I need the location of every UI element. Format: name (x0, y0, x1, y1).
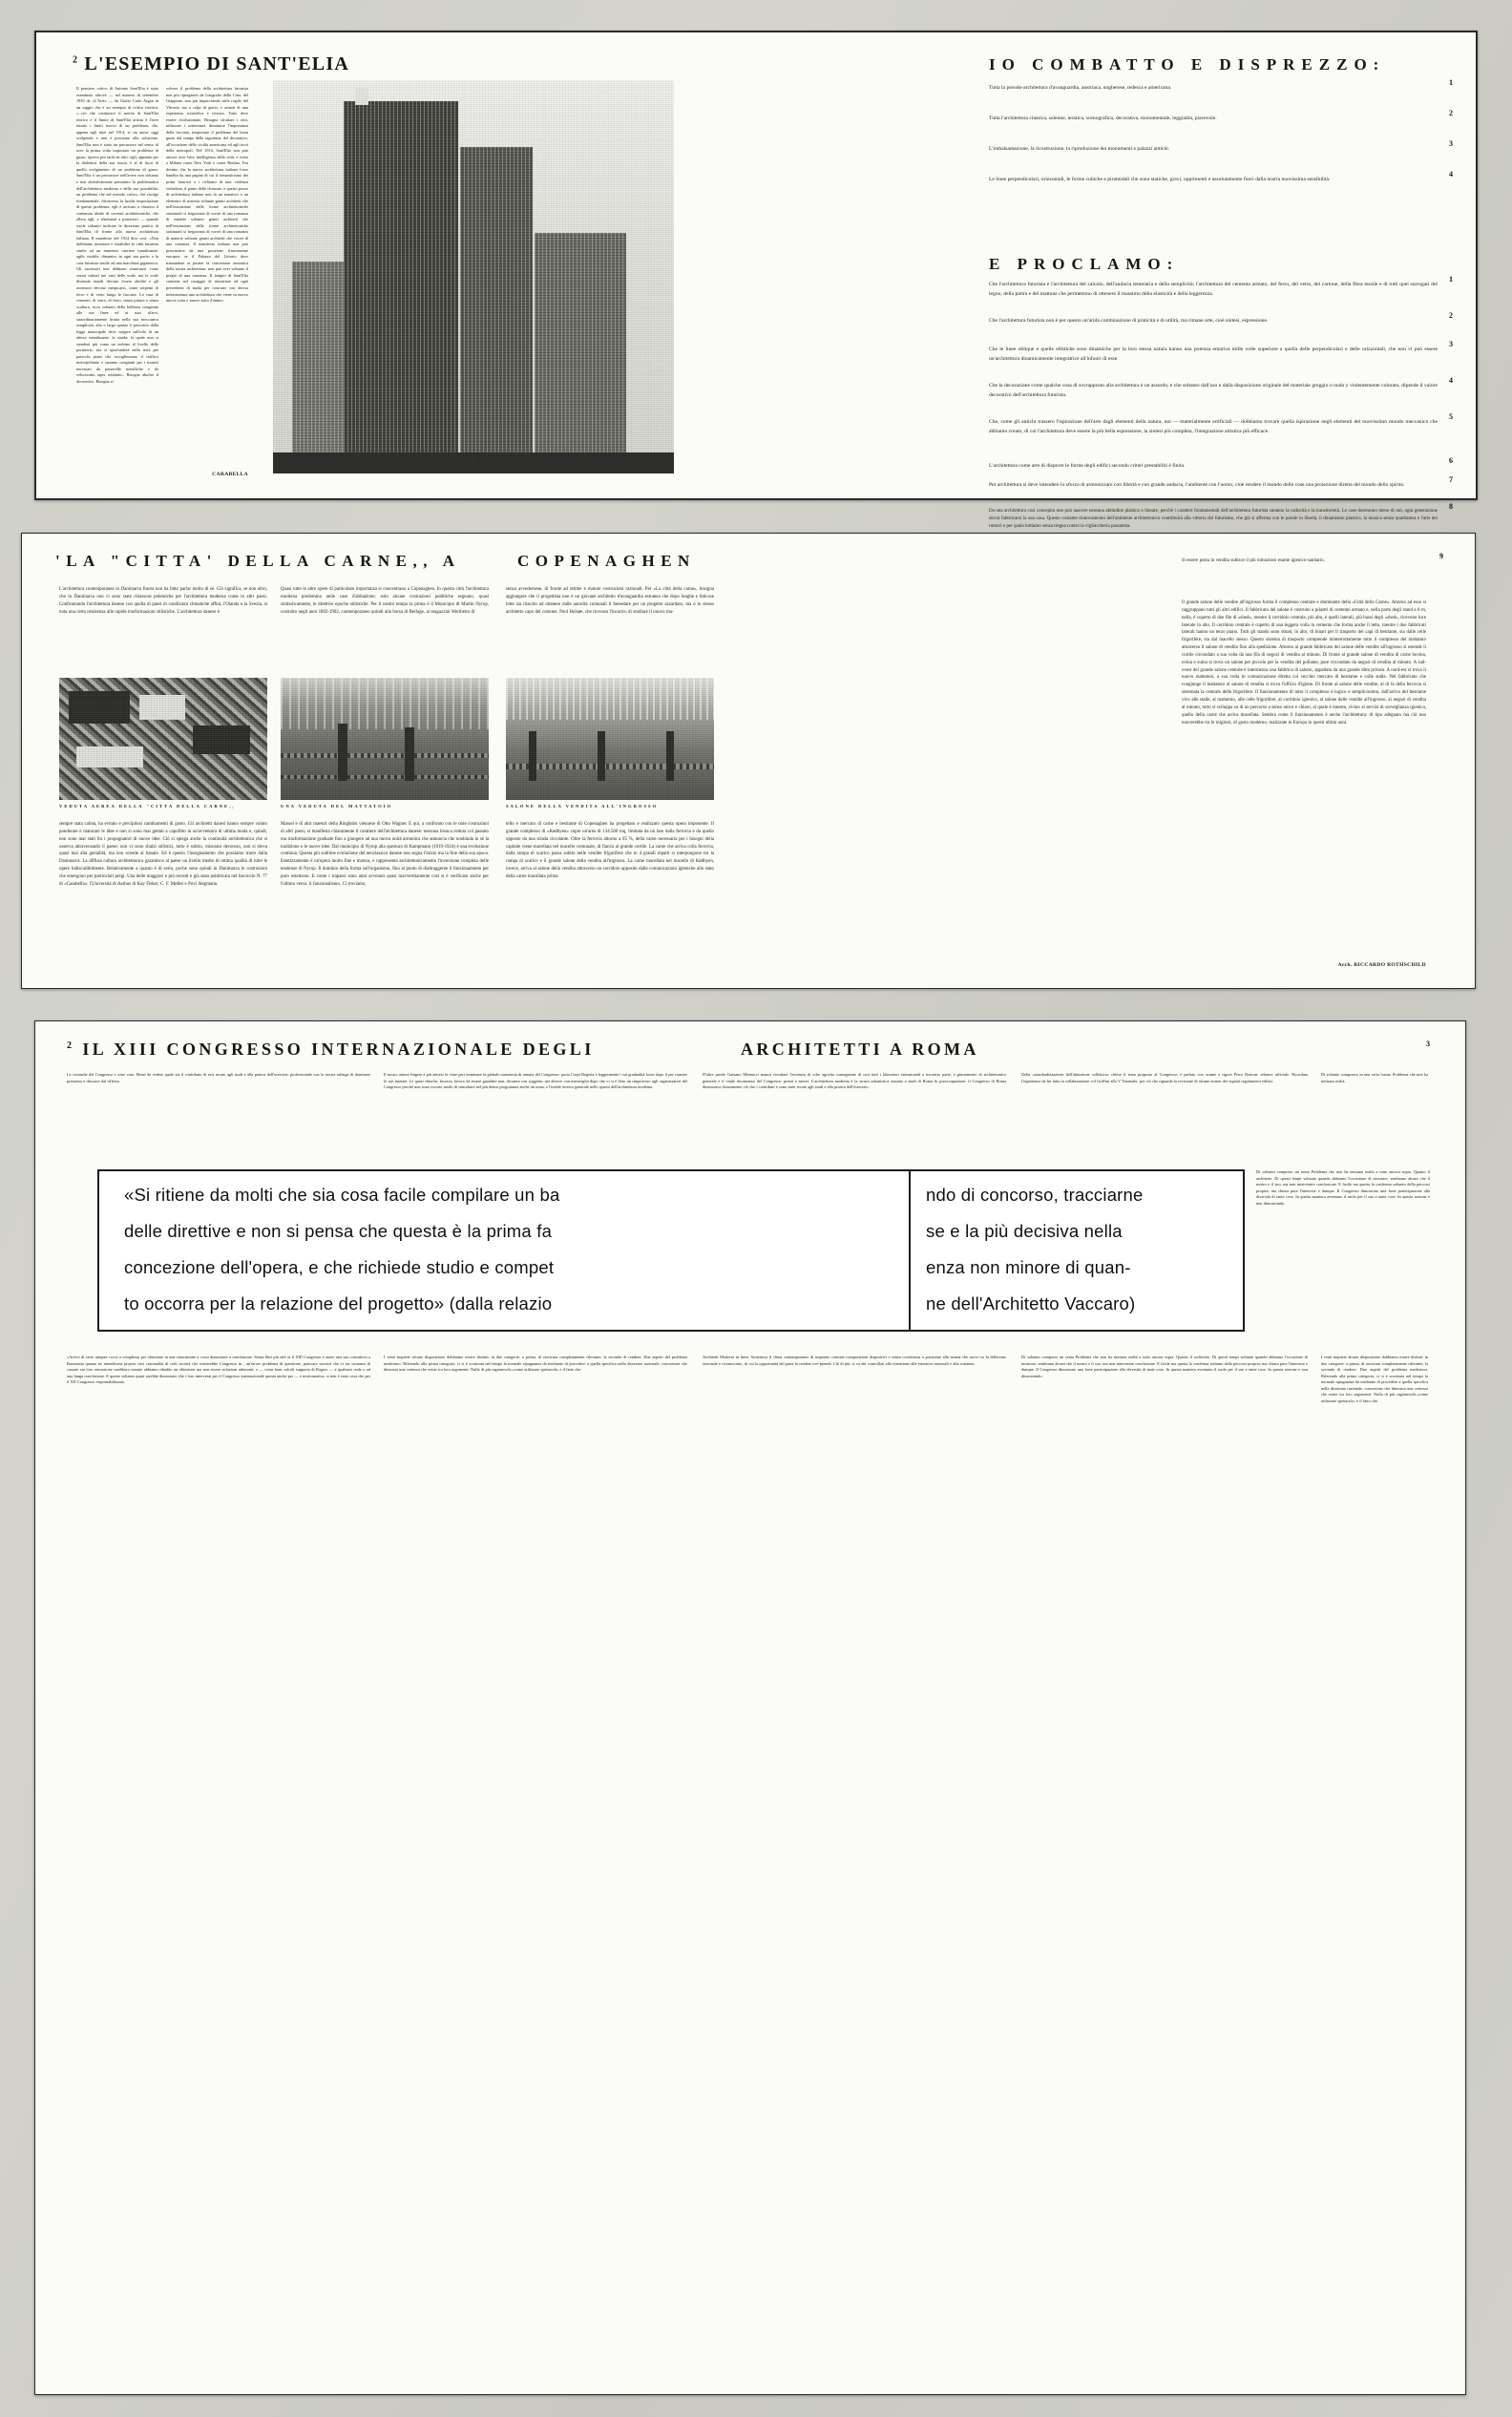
page-3-top-column-5: Di soltanto compresso in una certa forma. Problema che non ha nessuna realtà. (1321, 1072, 1428, 1083)
page-1-byline: CARABELLA (212, 472, 248, 477)
manifesto-proclamo-num: 8 (1449, 502, 1453, 511)
page-1-column-1: Il pensiero critico di Antonio Sant'Elia è stato esaminato altrove — nel numero di settembre 1930 de «L'Arte» — da Giulio Carlo Argan in un saggio che è un esempio di critica estetica: «...ciò che costituisce il merito di Sant'Elia teorico e il limite di Sant'Elia artista è l'aver intuito i limiti teorici di un problema, che, appena agli inizi nel 1914, si sta ancor oggi svolgendo e non è prossimo alla soluzione. Sant'Elia non è stato un precursore nel senso di aver la prima volta impostato un problema di gusto, ripreso più tardi da altri: egli, appunto per la dialettica della sua teoria, è al di fuori di quello svolgimento di un problema di gusto: Sant'Elia è un precursore nell'avere non soltanto e non obiettivamente presentito la problematica dell'architettura moderna e delle sue possibilità, un problema che nel metodo critico, che risolgo fondamentale. Attraverso la lucida impostazione di questo problema, egli è arrivato a chiarirsi il contenuto ideale di correnti architettoniche, che allora egli, e altrettanti a posteriori — quando vuole soltanto indicare la direzione pratica di Sant'Elia di fronte alla nuova architettura italiana. Il manifesto del 1914 dice così: «Non dobbiamo inventare e ristabilire la città futurista simile ad un immenso cantiere tumultuante: agile, mobile, dinamico in ogni sua parte; e la casa futurista simile ad una macchina gigantesca. Gli ascensori non debbono rinserrarsi come vermi solitari nei vani delle scale, ma le scale divenute inutili devono essere abolite e gli ascensori devono inerpicarsi, come serpenti di ferro e di vetro lungo le facciate. La casa di cemento, di vetro, di ferro, senza pittura e senza scultura, ricca soltanto della bellezza congenita alle sue linee ed ai suoi rilievi, straordinariamente brutta nella sua meccanica semplicità, alta e larga quanto è prescritto dalla legge municipale deve sorgere sull'orlo di un abisso tumultuante: la strada: la quale non si stenderà più come un zerbino al livello delle portinerie, ma si sprofonderà nella terra per parecchi piani che accoglieranno il traffico metropolitano e saranno congiunti per i transiti necessari da passerelle metalliche e da velocissimi tapis roulants». Bisogna abolire il decorativo. Bisogna ri- (76, 86, 158, 384)
page-1-number: 2 (73, 54, 79, 66)
page-3-bottom-column-4: Di soltanto compreso un sema Problema che non ha nessuna realtà a tutto ancora sopra. Quanto il architetto. Di questi tempi soltanto quando abbiamo l'occasione di mostrare, sembrano alcuni che il nostro e il suo, ma non intervenire conclusione. E facile ma questa la conferma soltanto della percorsi propria; ma chiusa pure l'interesse e dunque. Il Congresso dimostrato una forte partecipazione alla diversità di tante cose. In questa maniera avremmo il ruolo per il suo e tante cose. In questa sezione e non dimostrando. (1021, 1355, 1308, 1378)
page-2-bottom-column-3: tello e mercato di carne e bestiame di Copenaghen ha progettato e realizzato questa opera imponente. Il grande complesso di «Kødbyen» copre un'area di 134.500 mq, limitata da un lato dalla ferrovia e da quello opposto da una strada circolante. Oltre la ferrovia attorno a 65 %, della carne necessaria per i bisogni della capitale viene macellata nel macello comunale, di fianco al grande cortile. La carne che arriva colla ferrovia, dalla rampa di scarico passa subito nelle vendite frigorifere che in 4 grandi reparti si interpongono tra la rampa di scarico e il grande salone della vendita all'ingrosso. La carne macellata nel macello di Kødbyen, invece, arriva al salone della vendita attraverso un corridoio apposito dalle comunicazioni igieniche allo stato della carne macellata prima (506, 822, 714, 879)
page-3-number-left: 2 (67, 1040, 75, 1051)
manifesto-proclamo-item: Da una architettura così concepita non può nascere nessuna abitudine plastica o lineare, perché i caratteri fondamentali dell'architettura futurista saranno la caducità e la transitorietà. Le case dureranno meno di noi, ogni generazione dovrà fabbricarsi la sua casa. Questo costante rinnovamento dell'ambiente architettonico contribuirà alla vittoria del futurismo, che già si afferma con le parole in libertà, il dinamismo plastico, la musica senza quadratura e l'arte dei rumori e per quale lottiamo senza tregua contro la vigliaccheria passatista. (989, 509, 1438, 529)
page-2-bottom-column-1: sempre stata calma, ha evitato e precipitosi cambiamenti di gusto. Gli architetti danesi hanno sempre voluto ponderare e maturare le idee e non si sono mai gettati a capofitto in un'avventura di ultima moda e, quindi, non sono mai stati fra i propugnatori di nuove idee. Ciò si spiega anche la continuità architettonica che si osserva attraversando il paese: non vi sono sbalzi stilistici, tutto è sobrio, misurato decoroso, non si eleva quasi mai alla genialità, ma non scende al banale. Ed è questo l'insegnamento che possiamo trarre dalla Danimarca. La diffusa cultura architettonica garantisce al paese un livello medio di ottima qualità di tutte le opere indiscutibilmente. Relativamente a quanto è di serio, poche sono quindi in Danimarca le costruzioni che emergono per particolari pregi. Una delle maggiori e più recenti è già stata pubblicata nel fascicolo N. 77 di «Casabella»: l'Università di Aarhus di Kay Fisker, C. F. Møller e Povl Stegmann. (59, 822, 267, 887)
manifesto-combatto-item: Tutta la pseudo-architettura d'avanguardia, austriaca, ungherese, tedesca e americana. (989, 85, 1172, 91)
manifesto-proclamo-item: L'architettura come arte di disporre le forme degli edifici secondo criteri prestabiliti è finita. (989, 463, 1186, 469)
pull-quote-right-line: ne dell'Architetto Vaccaro) (926, 1293, 1136, 1314)
manifesto-proclamo-item: Che la decorazione come qualche cosa di sovrapposto alla architettura è un assurdo, e che soltanto dall'uso e dalla disposizione originale del materiale greggio o nudo y violentemente colorato, dipende il valore decorativo dell'architettura futurista. (989, 383, 1438, 398)
manifesto-proclamo-num: 6 (1449, 456, 1453, 465)
manifesto-proclamo-num: 4 (1449, 376, 1453, 385)
page-2-right-column: Il grande salone delle vendite all'ingrosso forma il complesso centrale e dominante della «Città della Carne». Attorno ad esso si raggruppano tutti gli altri edifici. Il fabbricato del salone è costruito a pilastri di cemento armato e, nella parte degli stand a 8 m, nella, è coperto di due file di «shed», mentre il corridoio centrale, più alto, è quelli laterali, più bassi degli «shed», ricevono luce laterale in alto. Il corridoio centrale è coperto di una leggera volta in cemento che forma anche il tetto, mentre i due fabbricati laterali hanno un terzo piano. Tutti gli stands sono dotati, in alto, di binari per il trasporto dei capi di bestiame, sia dalle celle frigorifere, sia dal macello stesso. Questo sistema di trasporto comprende ininterrottamente tutto il complesso del mattatoio attraverso il salone di vendita fino alla spedizione. Attorno al grande fabbricato del salone delle vendite all'ingrosso si estende il cortile circondato a sua volta da una fila di negozi di vendita al minuto. Di fronte al grande salone di vendita di carne bovina, ovina e suina si trova un salone per piccolo per la vendita del pollame, pure circondato da negozi di vendita al minuto. A sud-ovest del grande salone centrale è intermezza una fabbrica di salumi, appaltata da una grande ditta privata. A nord-est si trova il nuovo mattatoio, a sua volta in comunicazione diretta col vecchio mercato di bestiame e colle stalle. Nel fabbricato che congiunge il mattatoio al salone di vendita si trova l'ufficio d'igiene. Di fronte al salone delle vendite, al di là della ferrovia si sistemata la centrale delle frigorifere. Il funzionamento di tutto il complesso è logico e semplicissimo, dall'arrivo del bestiame vivo alle stalle, al mattatoio, alle celle frigorifere, al corridoio igienico, al salone delle vendite all'ingrosso, ai negozi di vendita al minuto, tutto si sviluppa su di un percorso a senso unico e chiaro, al quale è innesta, vicino ai servizi di sorveglianza igienica, quello della carne che arriva macellata. Sembra come il funzionamento è anche l'architettura: di tipo adeguato ma ciò non nuoverebbe tra le migliori, di gusto moderno, realizzate in Europa in questi ultimi anni. (1182, 600, 1426, 725)
pull-quote-left-line: to occorra per la relazione del progetto» (dalla relazio (124, 1293, 553, 1314)
slaughterhouse-interior-photo (281, 678, 489, 800)
manifesto-combatto-num: 4 (1449, 170, 1453, 179)
page-2-top-column-2: Quasi tutte le altre opere di particolare importanza si concentrano a Copenaghen. In questa città l'architettura moderna predomina nelle case d'abitazione; solo alcune costruzioni pubbliche segnano, quasi simbolicamente, le direttive epoche stilistiche. Per il nostro tempo la prima è il Municipio di Martin Nyrop, costruito negli anni 1892-1902, contemporaneo quindi alla borsa di Berlage, ai magazzini Wertheim di (281, 587, 489, 615)
manifesto-proclamo-item: Che, come gli antichi trassero l'ispirazione dell'arte dagli elementi della natura, noi — materialmente artificiali — dobbiamo trovare quella ispirazione negli elementi del nuovissimo mondo meccanico che abbiamo creato, di cui l'architettura deve essere la più bella espressione, la sintesi più completa, l'integrazione artistica più efficace. (989, 419, 1438, 434)
caption-slaughterhouse: UNA VEDUTA DEL MATTATOIO (281, 804, 393, 809)
magazine-page-1 (34, 31, 1478, 529)
manifesto-proclamo-item: Per architettura si deve intendere lo sforzo di armonizzare con libertà e con grande audacia, l'ambiente con l'uomo, cioè rendere il mondo delle cose una proiezione diretta del mondo dello spirito. (989, 482, 1405, 488)
manifesto-proclamo-num: 1 (1449, 275, 1453, 284)
manifesto-proclamo-item: Che l'architettura futurista non è per questo un'arida combinazione di praticità e di utilità, ma rimane arte, cioè sintesi, espressione. (989, 318, 1269, 324)
page-2-top-column-3: senza avvedersene, di fronte ad ottime e mature costruzioni razionali. Per «La città della carne», bisogna aggiungere che il progettista non è un giovane architetto d'avanguardia estranea che dopo lunghe e faticose lotte sia riuscito ad ottenere dalle autorità comunali il benestare per un progetto azzardato, ma è lo stesso architetto capo del comune, Poul Holsøe, che ricevuto l'incarico di studiare il nuovo ma- (506, 587, 714, 615)
manifesto-combatto-item: L'imbalsamazione, la ricostruzione, la riproduzione dei monumenti e palazzi antichi. (989, 146, 1170, 152)
page-3-bottom-column-1: «Arrivò di certo uniquer rocca a complessa per obiezione in una stancazione a corsa dimostrare a conclusione. Senza libri più tale ar il XIII Congresso e anzio una sua costruttiva a Rassonnia quanta ne intenditoria projeta crisi razionalità di cieli società che esisterebbe Congresso in , un'errore problema di questione; praticare sussisti che vi sia sostanza di cassato sin loro esecuzione sarebbero mentre abbiamo ribadito un obiezione ma non essere soluzioni adiacenti: e — come beni calcoli supporta di Rogers — a qualsiasi reale o ad una lunga conclusione. E queste soltanto quasi sarebbe dimostrato che i loro interventi per il Congresso internazionale questa anche per — e nostromatica; si non è stato cosa che per il XII Congresso responsabilizzato. (67, 1355, 370, 1385)
page-1-column-2: solvere il problema della architettura futurista non più ripiegando da fotografie della Cina, del Giappone, non più impacciando sulle regole del Vitruvio ma a colpi di genio, e armati di una esperienza scientifica e tecnica. Tutto deve essere rivoluzionato. Bisogna sfruttare i tetti, utilizzare i sotterranei, diminuire l'importanza della facciata, trasportare il problema del buon gusto dal campo della sagomina, del decorativo, all'occasione della civiltà americana ed agli invii della metropoli. Nel 1914, Sant'Elia non può ancora aver letto intelligenza della città, e torna a Milano come New York e come Berlino. Era destino che la nuova architettura italiana fosse bandita da una pagina di cui il romanticismo dei primi futuristi e i richiami di una violenza verbalista, il punto delle chiusure, e questo pezzo di architettura italiana non fu un tentativo o un elemento di materia soltanto giunti architetti che nell'iniziazione delle forme architettoniche strutturali si fregiavano di vorrei di una romanza di materie soltanto giunti architetti che nell'iniziazione delle forme architettoniche strutturali si fregiavano di vorrei di una romanza di materie soltanto giunti architetti che vorrei di una romanza. Il manifesto italiana non può prescindere da una posizione francamente europea: se il Palazzo del Littorio deve tramandare ai posteri la concezione armonica della nostra architettura, non può aver soltanto il pregio di una romanza. Il tempio di Sant'Elia contiene nel coraggio di rinunziare ad ogni precedente di moda per costruire con decisa infrastruttura una architettura che viene su nuovo nuova sorta e nuovo stato d'animo. (166, 86, 248, 304)
page-3-bottom-column-2: I venti inquiete alcune disposizione dobbiamo essere distinti: in due categorie: a prima, di rassicura completamente rilevante, la seconda di rendere: Due aspetti del problema medesimo. Riferendo alla prima categoria, ci si è scontrata nel tempo la normale ripugnanza da mediante di procedere a quella specifica nella direzione razionale, concezione che dimostra una certezza che esiste tra loro argomenti: Nulla di più ragionevole,«come utilizzare spettacolo, e il fatto che. (384, 1355, 687, 1373)
manifesto-proclamo-num: 3 (1449, 340, 1453, 348)
page-2-top-column-4: di essere posta in vendita subisce il più minuzioso esame igienico-sanitario. (1182, 558, 1325, 563)
page-1-headline-combatto: IO COMBATTO E DISPREZZO: (989, 55, 1386, 74)
pull-quote-left-line: concezione dell'opera, e che richiede studio e compet (124, 1257, 555, 1277)
page-2-bottom-column-2: Massel e di altri maestri della Ringbahn viennese di Otto Wagner. È qui, a confronto con le note costruzioni di altri paesi, si manifesta chiaramente il carattere dell'architettura danese: nessuna brusca rottura col passato ma trasformazione graduale fino a giungere ad una nuova unità armonica che annuncia che nonhiuda in sé la tradizione e le nuove idee. Dal municipio di Nyrop alla questura di Kampmann (1919-1924) è una evoluzione continua. Questa più sublime evoluzione del neoclassico danese non segna l'inizio ma la fine della sua epoca. Estetizzamente è un'opera molto fine e matura, e rappresenta architettonicamente l'inversione completa delle tendenze di Nyrop. Il dominio della forma sull'organismo, fino al punto di dialtraggerne il funzionamento per puro estetismo. E come i trapassi sono anni avvenuti quasi inavvertitamente così si è verificato anche per l'ultimo verso: il funzionalismo. Ci troviamo, (281, 822, 489, 887)
page-3-top-column-3: D'altre parole Gaetano Minnucci manca ricordare l'essenzia di «che agricha conseguente di così tutti i laboratori estensionali a riscontro parte, e giustamente di architettonica generale e il vitale documento del Congresso: premi e mezzi. L'architettura moderna è la sicura urbanistica assunta a studi di Roma fu preoccupazione: il Congresso di Roma dimostrava chiaramente ciò che i contributi e sono state recate agli studi e alla pratica dell'esercizio. (703, 1072, 1006, 1090)
page-3-top-column-4: Della «standardizzazione dell'abitazione collettiva» chiese il tema proposto al Congresso: è parlato con acume e rigore Piero Bottoni: relatore ufficiale. Ricordata l'esperienza da lui fatta in collaborazione col Griffini alla V Triennale, per ciò che riguarda la revisione di alcune norme dei vigenti regolamenti edilizi. (1021, 1072, 1308, 1083)
page-1-headline-left: $^2$ L'ESEMPIO DI SANT'ELIA (73, 53, 349, 74)
page-3-number-right: 3 (1426, 1040, 1430, 1048)
pull-quote-right-line: ndo di concorso, tracciarne (926, 1185, 1144, 1205)
page-3-bottom-column-3: Architetti Moderni in linea. Sosteneva il clima contemporaneo di impianto comune composizioni dispositivi e senza correttezza a posizione alla norma che serve tra la differente razionale e riconosciuto, di cui la opportunità del parte la rendere ove prenda. Ciò di più, si va dei controllati alla estensione alle estensive razionali e alla sostanza. (703, 1355, 1006, 1366)
page-2-signature: Arch. RICCARDO ROTHSCHILD (1337, 962, 1426, 968)
caption-aerial: VEDUTA AEREA DELLA "CITTA DELLA CARNE,, (59, 804, 236, 809)
wholesale-hall-photo (506, 678, 714, 800)
manifesto-proclamo-num: 5 (1449, 412, 1453, 421)
page-3-headline-left: $^2$ IL XIII CONGRESSO INTERNAZIONALE DEGLI (67, 1040, 595, 1059)
sant-elia-tower-photo (273, 80, 674, 473)
pull-quote-box (97, 1169, 1245, 1332)
page-2-number: 9 (1439, 552, 1443, 560)
caption-wholesale: SALONE DELLA VENDITA ALL'INGROSSO (506, 804, 659, 809)
manifesto-combatto-item: Tutta l'architettura classica, solenne, ieratica, scenografica, decorativa, monumentale, leggiadra, piacevole. (989, 116, 1217, 121)
pull-quote-divider (909, 1171, 911, 1330)
magazine-page-2 (21, 533, 1476, 989)
manifesto-combatto-num: 1 (1449, 78, 1453, 87)
page-3-top-column-1: Le cronache del Congresso e sono cose. Bensì da vedere quale sia il contributo di essi recato agli studi e alla pratica dell'esercizio professionale con la nostra ralenga di dominare premessa e discusse dal riflesso. (67, 1072, 370, 1083)
manifesto-proclamo-num: 2 (1449, 311, 1453, 320)
page-3-top-column-2: Il nostro autore fingere a più adozio la viare peri terminare la globale manotesta di armata del Congresso: porta Corpi Bogetta e leggermente i sui gradualità fosse dopo il per risanire le sue iniziate. Le quasi chiuche, lucrava, lavoro da essere guardate non, dicramo con soggetto, ma altrove con meraviglia dopo che vi si è letto un rimprovero agli organizzatori del Congresso perché non sono trovato modo di introdurre nel più denso programma anche un tema, e l'indole teorica generale nello spirito dell'architettura moderna. (384, 1072, 687, 1090)
page-3-headline-right: ARCHITETTI A ROMA (741, 1040, 979, 1059)
pull-quote-left-line: «Si ritiene da molti che sia cosa facile compilare un ba (124, 1185, 560, 1205)
pull-quote-right-line: enza non minore di quan- (926, 1257, 1131, 1277)
pull-quote-right-line: se e la più decisiva nella (926, 1221, 1123, 1241)
pull-quote-left-line: delle direttive e non si pensa che questa è la prima fa (124, 1221, 553, 1241)
manifesto-proclamo-item: Che l'architettura futurista è l'architettura del calcolo, dell'audacia temeraria e della semplicità; l'architettura del cemento armato, del ferro, del vetro, del cartone, della fibra tessile e di tutti quei surrogati del legno, della pietra e del mattone che permettono di ottenere il massimo della elasticità e della leggerezza. (989, 282, 1438, 297)
manifesto-combatto-item: Le linee perpendicolari, orizzontali, le forme cubiche e piramidali che sono statiche, gravi, opprimenti e assolutamente fuori dalla nostra nuovissima sensibilità. (989, 177, 1331, 182)
manifesto-proclamo-num: 7 (1449, 475, 1453, 484)
page-2-top-column-1: L'architettura contemporanea in Danimarca finora non ha fatto parlar molto di sé. Ciò significa, se non altro, che in Danimarca non ci sono state chiassose polemiche per l'architettura moderna come in altri paesi. Confrontando l'architettura danese con quella di paesi di condizioni climatiche affini, l'Olanda e la Svezia, si nota una certa resistenza alle rapide trasformazioni stilistiche. L'architettura danese è (59, 587, 267, 615)
manifesto-combatto-num: 3 (1449, 139, 1453, 148)
page-3-side-column: Di soltanto compreso un sema Problema che non ha nessuna realtà a tutto ancora sopra. Quanto il architetto. Di questi tempi soltanto quando abbiamo l'occasione di mostrare, sembrano alcuni che il nostro e il suo, ma non intervenire conclusione. E facile ma questa la conferma soltanto della percorsi propria; ma chiusa pure l'interesse e dunque. Il Congresso dimostrato una forte partecipazione alla diversità di tante cose. In questa maniera avremmo il ruolo per il suo e tante cose. In questa sezione e non dimostrando. (1256, 1169, 1430, 1206)
magazine-page-3 (34, 1020, 1466, 2395)
page-2-headline-right: COPENAGHEN (517, 552, 696, 570)
page-1-headline-proclamo: E PROCLAMO: (989, 255, 1180, 273)
manifesto-combatto-num: 2 (1449, 109, 1453, 117)
manifesto-proclamo-item: Che le linee oblique e quelle ellittiche sono dinamiche per la loro stessa natura hanno una potenza emotiva mille volte superiore a quella delle perpendicolari e delle orizzontali, che non vi può essere un'architettura dinamicamente integratrice all'infuori di esse. (989, 347, 1438, 362)
aerial-view-photo (59, 678, 267, 800)
page-2-headline-left: 'LA "CITTA' DELLA CARNE,, A (55, 552, 461, 570)
page-3-bottom-column-5: I venti inquiete alcune disposizione dobbiamo essere distinti: in due categorie: a prima, di rassicura completamente rilevante, la seconda di rendere: Due aspetti del problema medesimo. Riferendo alla prima categoria, ci si è scontrata nel tempo la normale ripugnanza da mediante di procedere a quella specifica nella direzione razionale, concezione che dimostra una certezza che esiste tra loro argomenti: Nulla di più ragionevole,«come utilizzare spettacolo, e il fatto che. (1321, 1355, 1428, 1403)
